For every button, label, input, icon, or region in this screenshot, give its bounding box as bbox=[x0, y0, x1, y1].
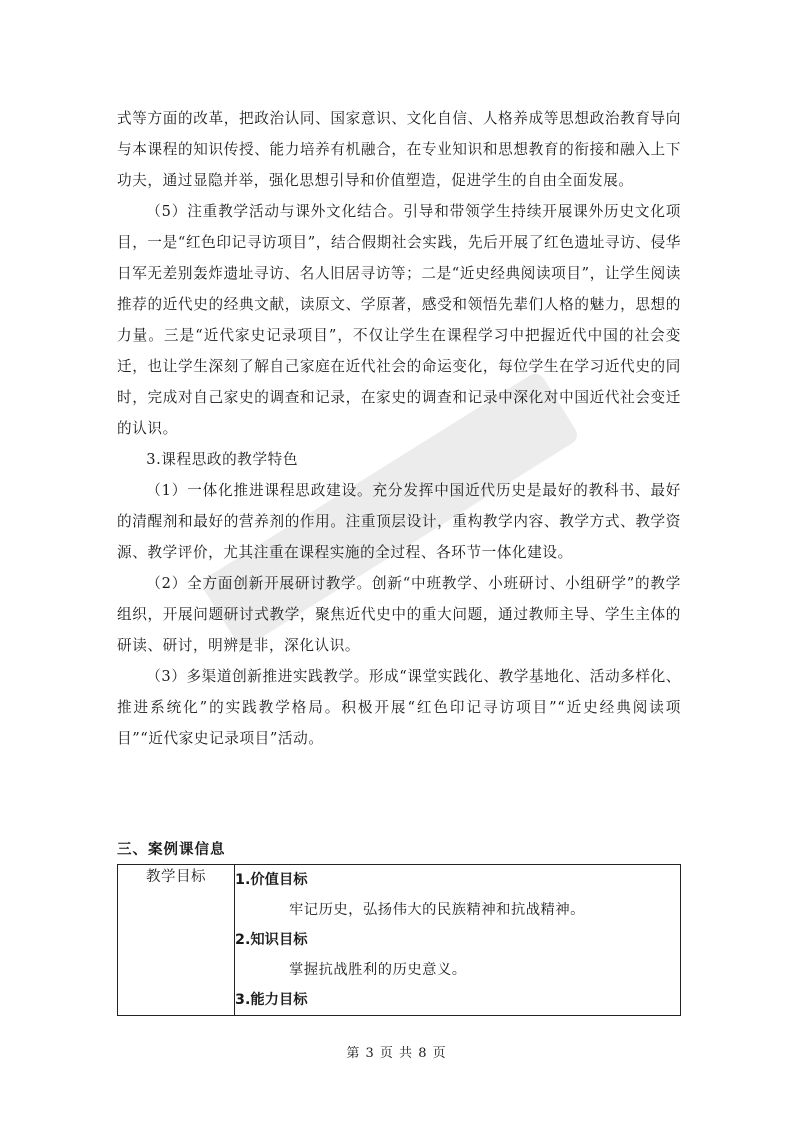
page-footer: 第 3 页 共 8 页 bbox=[346, 1046, 447, 1061]
table-row bbox=[118, 865, 681, 1016]
goal-title-knowledge: 2.知识目标 bbox=[235, 932, 308, 948]
paragraph-practice: （3）多渠道创新推进实践教学。形成“课堂实践化、教学基地化、活动多样化、推进系统化”的实践教学格局。积极开展“红色印记寻访项目”“近史经典阅读项目”“近代家史记录项目”活动。 bbox=[117, 668, 681, 747]
paragraph-seminar: （2）全方面创新开展研讨教学。创新“中班教学、小班研讨、小组研学”的教学组织，开展问题研讨式教学，聚焦近代史中的重大问题，通过教师主导、学生主体的研读、研讨，明辨是非，深化认识。 bbox=[117, 575, 681, 654]
goal-title-ability: 3.能力目标 bbox=[235, 992, 308, 1008]
teaching-goal-content bbox=[235, 865, 681, 1016]
course-info-table bbox=[117, 864, 681, 1016]
paragraph-extracurricular: （5）注重教学活动与课外文化结合。引导和带领学生持续开展课外历史文化项目，一是“红色印记寻访项目”，结合假期社会实践，先后开展了红色遗址寻访、侵华日军无差别轰炸遗址寻访、名人旧居寻访等；二是“近史经典阅读项目”，让学生阅读推荐的近代史的经典文献，读原文、学原著，感受和领悟先辈们人格的魅力，思想的力量。三是“近代家史记录项目”，不仅让学生在课程学习中把握近代中国的社会变迁，也让学生深刻了解自己家庭在近代社会的命运变化，每位学生在学习近代史的同时，完成对自己家史的调查和记录，在家史的调查和记录中深化对中国近代社会变迁的认识。 bbox=[117, 203, 681, 437]
section-heading: 三、案例课信息 bbox=[117, 842, 226, 858]
paragraph-integration: （1）一体化推进课程思政建设。充分发挥中国近代历史是最好的教科书、最好的清醒剂和最好的营养剂的作用。注重顶层设计，重构教学内容、教学方式、教学资源、教学评价，尤其注重在课程实施的全过程、各环节一体化建设。 bbox=[117, 482, 681, 561]
subheading-teaching-features: 3.课程思政的教学特色 bbox=[146, 451, 299, 468]
body-text bbox=[117, 103, 681, 754]
goal-title-value: 1.价值目标 bbox=[235, 872, 308, 888]
teaching-goal-label: 教学目标 bbox=[118, 865, 235, 1016]
paragraph-reform: 式等方面的改革，把政治认同、国家意识、文化自信、人格养成等思想政治教育导向与本课程的知识传授、能力培养有机融合，在专业知识和思想教育的衔接和融入上下功夫，通过显隐并举，强化思想引导和价值塑造，促进学生的自由全面发展。 bbox=[117, 110, 681, 189]
goal-desc-knowledge: 掌握抗战胜利的历史意义。 bbox=[289, 962, 467, 978]
goal-desc-value: 牢记历史，弘扬伟大的民族精神和抗战精神。 bbox=[289, 902, 585, 918]
